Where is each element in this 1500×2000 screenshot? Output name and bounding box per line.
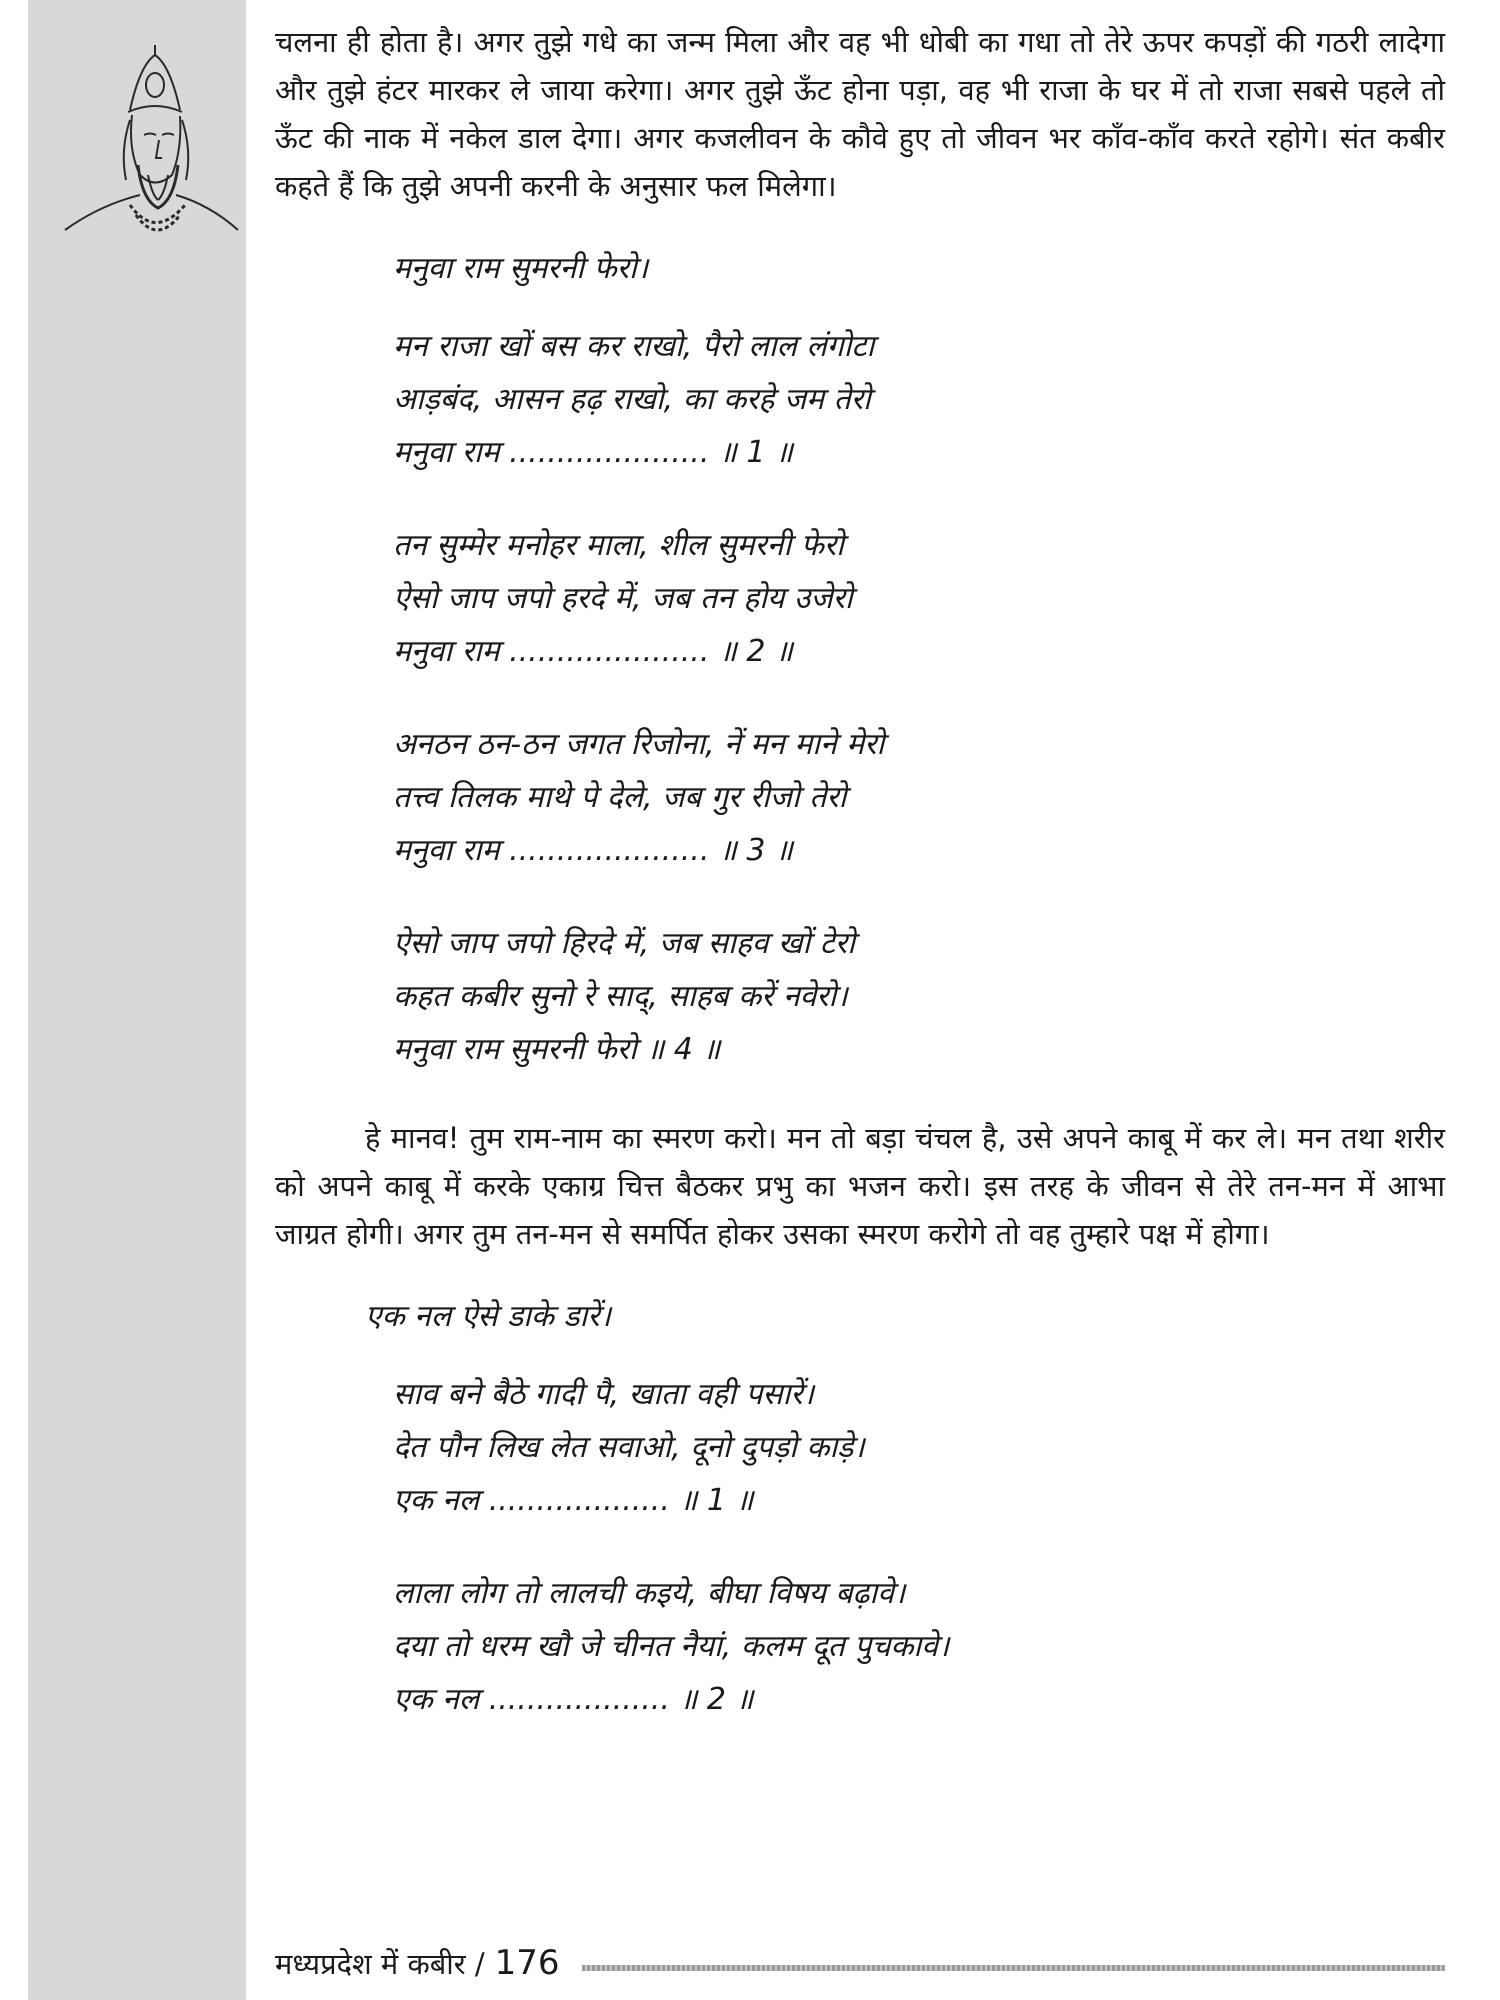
paragraph-intro: चलना ही होता है। अगर तुझे गधे का जन्म मिला और वह भी धोबी का गधा तो तेरे ऊपर कपड़ों की गठरी लादेगा और तुझे हंटर मारकर ले जाया करेगा। अगर तुझे ऊँट होना पड़ा, वह भी राजा के घर में तो राजा सबसे पहले तो ऊँट की नाक में नकेल डाल देगा। अगर कजलीवन के कौवे हुए तो जीवन भर काँव-काँव करते रहोगे। संत कबीर कहते हैं कि तुझे अपनी करनी के अनुसार फल मिलेगा। [275,25,1445,203]
kabir-portrait-icon [60,40,240,250]
verse-line: देत पौन लिख लेत सवाओ, दूनो दुपड़ो काड़े। [393,1430,865,1465]
verse-line: मन राजा खों बस कर राखो, पैरो लाल लंगोटा [393,329,875,364]
verse-refrain: मनुवा राम सुमरनी फेरो। [393,251,649,286]
verse-stanza-4 [393,917,1445,1076]
verse-line: तत्त्व तिलक माथे पे देले, जब गुर रीजो तेरो [393,780,847,815]
verse-line: मनुवा राम सुमरनी फेरो ॥ 4 ॥ [393,1032,721,1067]
verse-stanza-1 [393,1368,1445,1527]
verse-line: लाला लोग तो लालची कइये, बीघा विषय बढ़ावे। [393,1576,906,1611]
footer-book-title: मध्यप्रदेश में कबीर / [275,1946,485,1981]
verse-line: साव बने बैठे गादी पै, खाता वही पसारें। [393,1377,815,1412]
footer-rule [582,1965,1445,1971]
verse-stanza-3 [393,718,1445,877]
verse-line: तन सुम्मेर मनोहर माला, शील सुमरनी फेरो [393,528,844,563]
verse-stanza-1 [393,320,1445,479]
verse-line: दया तो धरम खौ जे चीनत नैयां, कलम दूत पुचकावे। [393,1629,950,1664]
verse-line: एक नल ................... ॥ 1 ॥ [393,1483,754,1518]
verse-refrain: एक नल ऐसे डाके डारें। [365,1299,611,1334]
verse-line: ऐसो जाप जपो हरदे में, जब तन होय उजेरो [393,581,853,616]
verse-line: अनठन ठन-ठन जगत रिजोना, नें मन माने मेरो [393,727,885,762]
verse-line: एक नल ................... ॥ 2 ॥ [393,1682,754,1717]
page-content [275,18,1445,1726]
verse-stanza-2 [393,519,1445,678]
verse-line: मनुवा राम ..................... ॥ 1 ॥ [393,435,793,470]
verse-line: मनुवा राम ..................... ॥ 3 ॥ [393,833,793,868]
verse-stanza-2 [393,1567,1445,1726]
page-footer [275,1938,1445,1988]
verse-line: कहत कबीर सुनो रे साद्, साहब करें नवेरो। [393,979,848,1014]
verse-line: ऐसो जाप जपो हिरदे में, जब साहव खों टेरो [393,926,855,961]
left-margin-band [28,0,246,2000]
verse-ek-nal [275,1290,1445,1726]
paragraph-explanation: हे मानव! तुम राम-नाम का स्मरण करो। मन तो बड़ा चंचल है, उसे अपने काबू में कर ले। मन तथा शरीर को अपने काबू में करके एकाग्र चित्त बैठकर प्रभु का भजन करो। इस तरह के जीवन से तेरे तन-मन में आभा जाग्रत होगी। अगर तुम तन-मन से समर्पित होकर उसका स्मरण करोगे तो वह तुम्हारे पक्ष में होगा। [275,1121,1445,1251]
verse-line: आड़बंद, आसन हढ़ राखो, का करहे जम तेरो [393,382,871,417]
verse-line: मनुवा राम ..................... ॥ 2 ॥ [393,634,793,669]
verse-manuva [393,242,1445,1076]
page-number: 176 [494,1943,560,1983]
